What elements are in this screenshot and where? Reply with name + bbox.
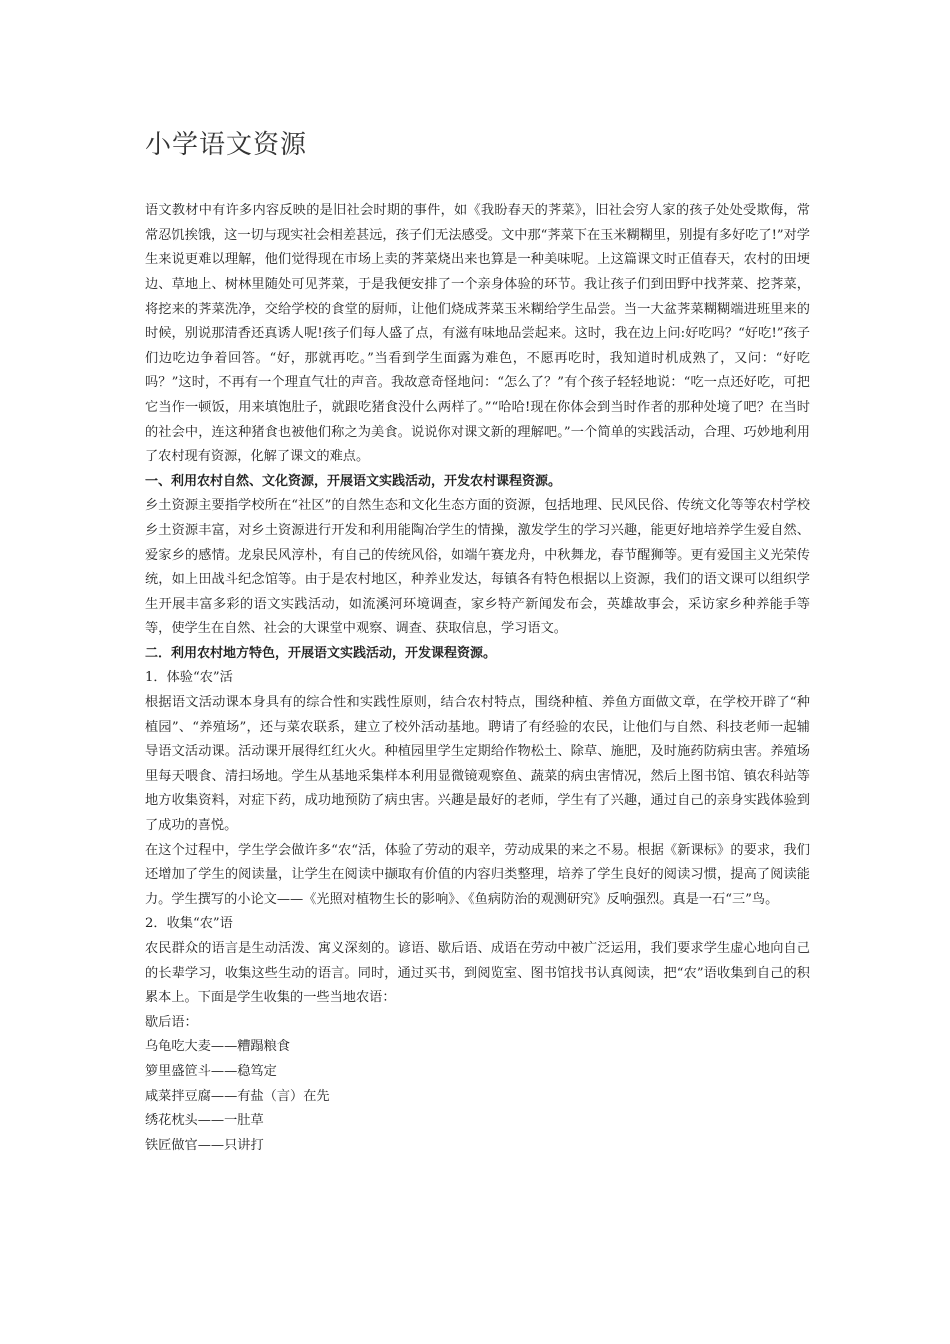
section-heading-2: 二．利用农村地方特色，开展语文实践活动，开发课程资源。 [145,645,497,661]
section-1-paragraph: 乡土资源主要指学校所在“社区”的自然生态和文化生态方面的资源，包括地理、民风民俗、传统文化等等农村学校乡土资源丰富，对乡土资源进行开发和利用能陶冶学生的情操，激发学生的学习兴趣，能更好地培养学生爱自然、爱家乡的感情。龙泉民风淳朴，有自己的传统风俗，如端午赛龙舟，中秋舞龙，春节醒狮等。更有爱国主义光荣传统，如上田战斗纪念馆等。由于是农村地区，种养业发达，每镇各有特色根据以上资源，我们的语文课可以组织学生开展丰富多彩的语文实践活动，如流溪河环境调查，家乡特产新闻发布会，英雄故事会，采访家乡种养能手等等，使学生在自然、社会的大课堂中观察、调查、获取信息，学习语文。 [145,498,810,637]
subsection-1-paragraph-2: 在这个过程中，学生学会做许多“农“活，体验了劳动的艰辛，劳动成果的来之不易。根据《新课标》的要求，我们还增加了学生的阅读量，让学生在阅读中撷取有价值的内容归类整理，培养了学生良好的阅读习惯，提高了阅读能力。学生撰写的小论文——《光照对植物生长的影响》、《鱼病防治的观测研究》反响强烈。真是一石“三”鸟。 [145,842,810,907]
saying-item: 铁匠做官——只讲打 [145,1137,264,1153]
subheading-2: 2．收集“农”语 [145,916,233,932]
saying-item: 箩里盛笸斗——稳笃定 [145,1063,277,1079]
subsection-2-paragraph: 农民群众的语言是生动活泼、寓义深刻的。谚语、歇后语、成语在劳动中被广泛运用，我们要求学生虚心地向自己的长辈学习，收集这些生动的语言。同时，通过买书，到阅览室、图书馆找书认真阅读，把“农”语收集到自己的积累本上。下面是学生收集的一些当地农语： [145,941,810,1006]
intro-paragraph: 语文教材中有许多内容反映的是旧社会时期的事件，如《我盼春天的荠菜》，旧社会穷人家的孩子处处受欺侮，常常忍饥挨饿，这一切与现实社会相差甚远，孩子们无法感受。文中那“荠菜下在玉米糊糊里，别提有多好吃了!”对学生来说更难以理解，他们觉得现在市场上卖的荠菜烧出来也算是一种美味呢。上这篇课文时正值春天，农村的田埂边、草地上、树林里随处可见荠菜，于是我便安排了一个亲身体验的环节。我让孩子们到田野中找荠菜、挖荠菜，将挖来的荠菜洗净，交给学校的食堂的厨师，让他们烧成荠菜玉米糊给学生品尝。当一大盆荠菜糊糊端进班里来的时候，别说那清香还真诱人呢!孩子们每人盛了点，有滋有味地品尝起来。这时，我在边上问:好吃吗？“好吃!”孩子们边吃边争着回答。“好，那就再吃。”当看到学生面露为难色，不愿再吃时，我知道时机成熟了，又问：“好吃吗？”这时，不再有一个理直气壮的声音。我故意奇怪地问：“怎么了？”有个孩子轻轻地说：“吃一点还好吃，可把它当作一顿饭，用来填饱肚子，就跟吃猪食没什么两样了。”“哈哈!现在你体会到当时作者的那种处境了吧？在当时的社会中，连这种猪食也被他们称之为美食。说说你对课文新的理解吧。”一个简单的实践活动，合理、巧妙地利用了农村现有资源，化解了课文的难点。 [145,203,810,465]
saying-item: 咸菜拌豆腐——有盐（言）在先 [145,1088,330,1104]
sayings-label: 歇后语： [145,1014,198,1030]
document-page [145,130,810,1158]
document-title: 小学语文资源 [145,130,308,160]
section-heading-1: 一、利用农村自然、文化资源，开展语文实践活动，开发农村课程资源。 [145,473,562,489]
subsection-1-paragraph: 根据语文活动课本身具有的综合性和实践性原则，结合农村特点，围绕种植、养鱼方面做文章，在学校开辟了“种植园”、“养殖场”，还与菜农联系，建立了校外活动基地。聘请了有经验的农民，让他们与自然、科技老师一起辅导语文活动课。活动课开展得红红火火。种植园里学生定期给作物松土、除草、施肥，及时施药防病虫害。养殖场里每天喂食、清扫场地。学生从基地采集样本利用显微镜观察鱼、蔬菜的病虫害情况，然后上图书馆、镇农科站等地方收集资料，对症下药，成功地预防了病虫害。兴趣是最好的老师，学生有了兴趣，通过自己的亲身实践体验到了成功的喜悦。 [145,695,810,834]
saying-item: 乌龟吃大麦——糟蹋粮食 [145,1039,291,1055]
subheading-1: 1．体验“农”活 [145,670,233,686]
saying-item: 绣花枕头——一肚草 [145,1113,264,1129]
